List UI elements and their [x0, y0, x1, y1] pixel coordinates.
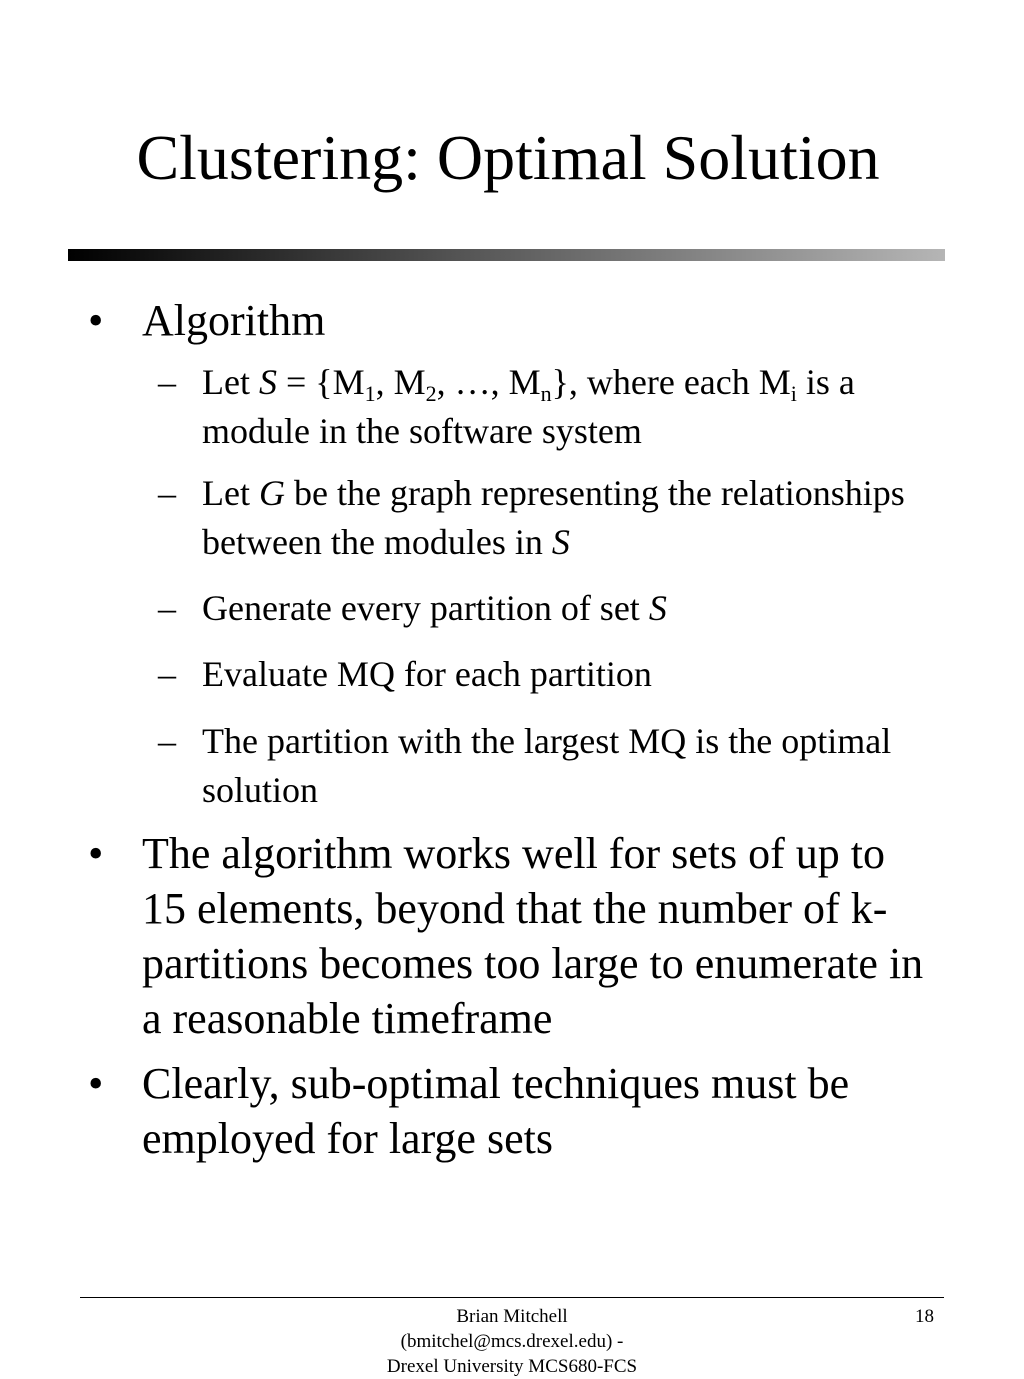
dash-icon: –	[158, 473, 176, 513]
subitem-largest-mq: The partition with the largest MQ is the optimal solution	[202, 721, 892, 810]
dash-icon: –	[158, 654, 176, 694]
dash-icon: –	[158, 362, 176, 402]
subitem-generate-partitions: Generate every partition of set S	[202, 588, 667, 628]
dash-icon: –	[158, 588, 176, 628]
bullet-suboptimal: Clearly, sub-optimal techniques must be employed for large sets	[142, 1059, 850, 1163]
bullet-algorithm-limit: The algorithm works well for sets of up to 15 elements, beyond that the number of k-partitions becomes too large to enumerate in a reasonable timeframe	[142, 829, 924, 1043]
bullet-icon: •	[88, 1059, 104, 1108]
subitem-define-g: Let G be the graph representing the relationships between the modules in S	[202, 473, 905, 562]
footer-author	[312, 1304, 712, 1377]
bullet-algorithm: Algorithm	[142, 296, 326, 345]
footer-line-3: Drexel University MCS680-FCS	[386, 1356, 638, 1377]
title-divider	[68, 249, 945, 261]
slide-title: Clustering: Optimal Solution	[136, 122, 880, 193]
footer-line-1: Brian Mitchell	[456, 1306, 568, 1327]
dash-icon: –	[158, 721, 176, 761]
bullet-icon: •	[88, 829, 104, 878]
bullet-icon: •	[88, 296, 104, 345]
footer-divider	[80, 1297, 944, 1298]
page-number: 18	[915, 1306, 934, 1327]
footer-line-2: (bmitchel@mcs.drexel.edu) -	[400, 1331, 624, 1352]
subitem-evaluate-mq: Evaluate MQ for each partition	[202, 654, 652, 694]
subitem-define-s: Let $S = \{M_1$, $M_2$, …, $M_n$}, where each $M_i$ is a module in the software system	[202, 362, 855, 451]
